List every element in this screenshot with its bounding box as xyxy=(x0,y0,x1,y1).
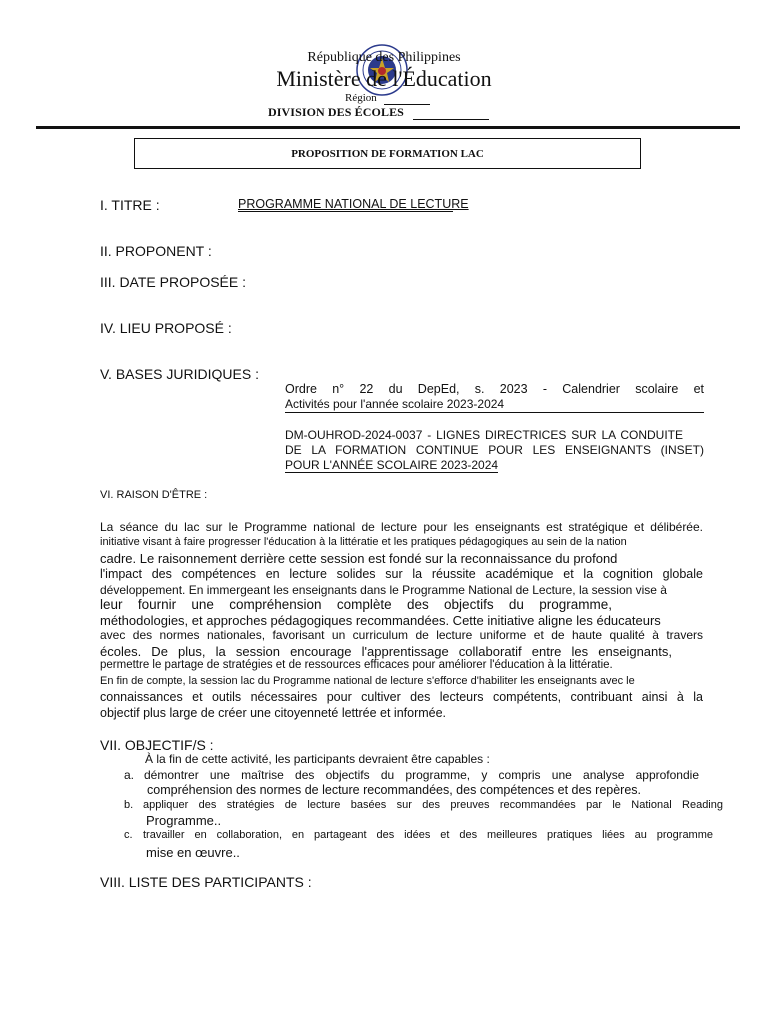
legal-basis-2 xyxy=(285,428,704,473)
objectif-label: VII. OBJECTIF/S : xyxy=(100,737,214,753)
republic-name: République des Philippines xyxy=(307,50,461,65)
objective-c-line2: mise en œuvre.. xyxy=(146,845,240,860)
raison-line: développement. En immergeant les enseignants dans le Programme National de Lecture, la session vise à xyxy=(100,583,667,597)
raison-line: En fin de compte, la session lac du Programme national de lecture s'efforce d'habiliter les enseignants avec le xyxy=(100,675,635,687)
raison-label: VI. RAISON D'ÊTRE : xyxy=(100,489,208,501)
legal-basis-2-line2: DE LA FORMATION CONTINUE POUR LES ENSEIGNANTS (INSET) xyxy=(285,443,704,457)
objective-b-line1: appliquer des stratégies de lecture basées sur des preuves recommandées par le National Reading xyxy=(143,799,723,811)
proponent-label: II. PROPONENT : xyxy=(100,243,212,259)
titre-value: PROGRAMME NATIONAL DE LECTURE xyxy=(238,197,469,211)
raison-line: permettre le partage de stratégies et de ressources efficaces pour améliorer l'éducation à la littératie. xyxy=(100,659,613,671)
raison-line: cadre. Le raisonnement derrière cette session est fondé sur la reconnaissance du profond xyxy=(100,551,618,566)
legal-basis-1 xyxy=(285,382,704,413)
raison-line: initiative visant à faire progresser l'éducation à la littératie et les pratiques pédagogiques au sein de la nation xyxy=(100,536,627,548)
objective-b-marker: b. xyxy=(124,799,134,811)
raison-line: La séance du lac sur le Programme national de lecture pour les enseignants est stratégique et délibérée. xyxy=(100,520,703,534)
raison-line: leur fournir une compréhension complète des objectifs du programme, xyxy=(100,597,612,612)
ministry-name: Ministère de l'Éducation xyxy=(276,66,492,91)
participants-label: VIII. LISTE DES PARTICIPANTS : xyxy=(100,874,312,890)
legal-basis-1-line2: Activités pour l'année scolaire 2023-2024 xyxy=(285,397,704,413)
bases-label: V. BASES JURIDIQUES : xyxy=(100,366,259,382)
division-blank xyxy=(413,119,489,120)
objective-c-marker: c. xyxy=(124,829,133,841)
header-rule xyxy=(36,126,740,129)
legal-basis-2-line1: DM-OUHROD-2024-0037 - LIGNES DIRECTRICES SUR LA CONDUITE xyxy=(285,428,683,442)
raison-line: avec des normes nationales, favorisant un curriculum de lecture uniforme et de haute qualité à travers xyxy=(100,628,703,642)
objective-a-marker: a. xyxy=(124,768,135,782)
region-label: Région xyxy=(345,92,377,104)
raison-line: connaissances et outils nécessaires pour cultiver des lecteurs compétents, contribuant ainsi à la xyxy=(100,690,703,704)
division-label: DIVISION DES ÉCOLES xyxy=(268,105,404,119)
form-title: PROPOSITION DE FORMATION LAC xyxy=(291,147,484,160)
lieu-label: IV. LIEU PROPOSÉ : xyxy=(100,320,232,336)
form-title-box xyxy=(134,138,641,169)
date-label: III. DATE PROPOSÉE : xyxy=(100,274,246,290)
legal-basis-2-line3 xyxy=(285,458,704,473)
raison-line: objectif plus large de créer une citoyenneté lettrée et informée. xyxy=(100,706,447,720)
objectif-intro: À la fin de cette activité, les participants devraient être capables : xyxy=(145,752,490,766)
titre-label: I. TITRE : xyxy=(100,197,160,213)
legal-basis-2-line3-text: POUR L'ANNÉE SCOLAIRE 2023-2024 xyxy=(285,458,499,472)
titre-underline xyxy=(238,211,453,212)
objective-b-line2: Programme.. xyxy=(146,813,222,828)
objective-a-line1: démontrer une maîtrise des objectifs du programme, y compris une analyse approfondie xyxy=(144,768,699,782)
raison-line: écoles. De plus, la session encourage l'apprentissage collaboratif entre les enseignants, xyxy=(100,644,672,659)
legal-basis-1-line1: Ordre n° 22 du DepEd, s. 2023 - Calendrier scolaire et xyxy=(285,382,704,396)
raison-line: l'impact des compétences en lecture solides sur la réussite académique et la cognition globale xyxy=(100,567,703,581)
objective-a-line2: compréhension des normes de lecture recommandées, des compétences et des repères. xyxy=(147,783,642,797)
raison-line: méthodologies, et approches pédagogiques recommandées. Cette initiative aligne les éducateurs xyxy=(100,613,661,628)
objective-c-line1: travailler en collaboration, en partageant des idées et des meilleures pratiques liées au programme xyxy=(143,829,713,841)
